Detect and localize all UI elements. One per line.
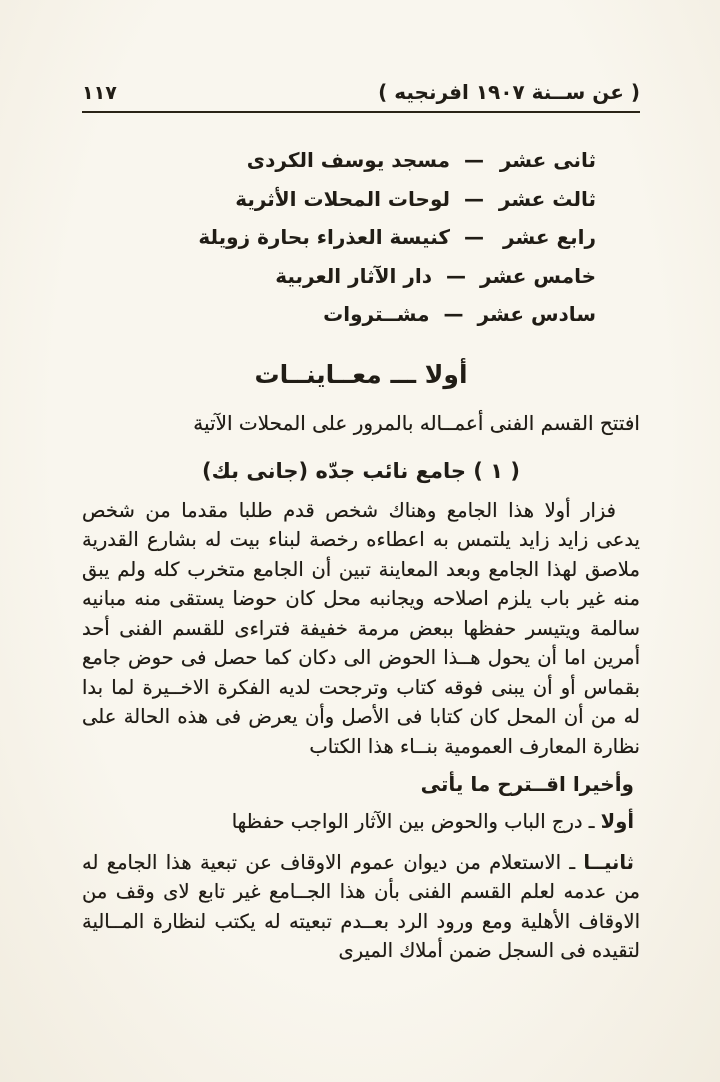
page-number: ١١٧ <box>82 82 117 104</box>
proposal-separator: ـ <box>588 810 595 833</box>
list-item-ordinal: سادس عشر <box>477 302 596 326</box>
list-item-ordinal: ثالث عشر <box>498 186 596 211</box>
list-item-label: مشــتروات <box>323 302 430 326</box>
proposal-separator: ـ <box>569 850 576 874</box>
list-item-ordinal: رابع عشر <box>503 225 596 249</box>
header-rule <box>82 111 640 113</box>
list-item-separator: — <box>446 263 466 288</box>
section-heading: أولا ـــ معــاينــات <box>254 359 468 389</box>
proposal-ordinal: أولا <box>600 810 634 833</box>
list-item-separator: — <box>464 148 484 172</box>
body-paragraph: فزار أولا هذا الجامع وهناك شخص قدم طلبا مقدما من شخص يدعى زايد زايد يلتمس به اعطاءه رخصة لبناء بيت له بشارع القدرية ملاصق لهذا الجامع وبعد المعاينة تبين أن الجامع متخرب كله ولم يبق منه غير باب يلزم اصلاحه ويجانبه محل كان حوضا يستقى منه مبانيه سالمة ويتيسر حفظها ببعض مرمة خفيفة فتراءى للقسم الفنى أحد أمرين اما أن يحول هــذا الحوض الى دكان كما حصل فى حوض جامع بقماس أو أن يبنى فوقه كتاب وترجحت لديه الفكرة الاخــيرة لما بدا له من أن المحل كان كتابا فى الأصل وأن يعرض فى هذه الحالة على نظارة المعارف العمومية بنــاء هذا الكتاب <box>82 498 640 758</box>
list-item-label: مسجد يوسف الكردى <box>246 148 450 172</box>
list-item <box>82 180 596 219</box>
list-item-label: كنيسة العذراء بحارة زويلة <box>198 225 450 249</box>
list-item-label: دار الآثار العربية <box>275 263 432 288</box>
list-item-separator: — <box>464 186 484 211</box>
inventory-list <box>82 141 640 334</box>
list-item-separator: — <box>443 302 464 326</box>
list-item <box>82 257 596 296</box>
list-item-ordinal: ثانى عشر <box>499 148 596 172</box>
section-intro: افتتح القسم الفنى أعمــاله بالمرور على المحلات الآتية <box>193 410 640 435</box>
list-item <box>82 295 596 334</box>
list-item-label: لوحات المحلات الأثرية <box>235 186 450 211</box>
proposal-ordinal: ثانيــا <box>583 850 634 874</box>
header-title: ( عن ســنة ١٩٠٧ افرنجيه ) <box>378 80 640 104</box>
list-item <box>82 218 596 257</box>
proposal-item <box>82 807 640 837</box>
proposal-text: الاستعلام من ديوان عموم الاوقاف عن تبعية هذا الجامع له من عدمه لعلم القسم الفنى بأن هذا الجــامع غير تابع لاى وقف من الاوقاف الأهلية ومع ورود الرد بعــدم تبعيته له يكتب لنظارة المــالية لتقيده فى السجل ضمن أملاك الميرى <box>82 850 640 962</box>
proposal-intro: وأخيرا اقــترح ما يأتى <box>420 772 634 796</box>
list-item-ordinal: خامس عشر <box>480 263 596 288</box>
list-item-separator: — <box>464 225 484 249</box>
page-header <box>82 80 640 104</box>
proposal-text: درج الباب والحوض بين الآثار الواجب حفظها <box>231 810 583 833</box>
subsection-heading: ( ١ ) جامع نائب جدّه (جانى بك) <box>202 458 520 483</box>
list-item <box>82 141 596 180</box>
proposal-item <box>82 848 640 966</box>
